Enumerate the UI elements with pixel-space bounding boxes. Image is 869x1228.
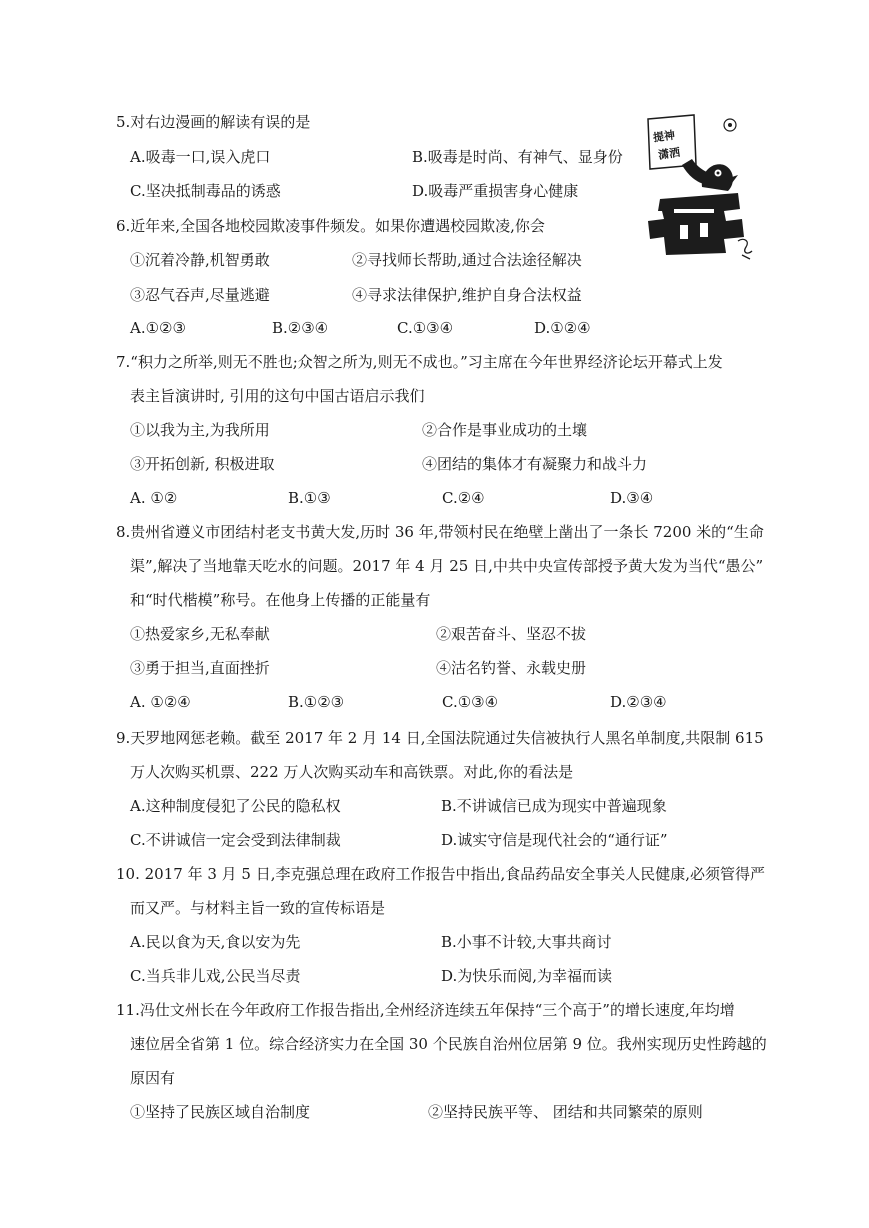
question-6-option-d: D.①②④ (534, 319, 591, 337)
question-8-stem-line-3: 和“时代楷模”称号。在他身上传播的正能量有 (130, 591, 431, 609)
question-9-option-a: A.这种制度侵犯了公民的隐私权 (130, 797, 341, 815)
question-8-statement-2: ②艰苦奋斗、坚忍不拔 (436, 625, 587, 643)
question-11-stem-line-1: 11.冯仕文州长在今年政府工作报告指出,全州经济连续五年保持“三个高于”的增长速度,年均增 (116, 1001, 735, 1019)
question-7-statement-2: ②合作是事业成功的土壤 (422, 421, 588, 439)
question-7-option-b: B.①③ (288, 489, 331, 507)
question-9-stem-line-2: 万人次购买机票、222 万人次购买动车和高铁票。对此,你的看法是 (130, 763, 574, 781)
question-6-option-b: B.②③④ (272, 319, 329, 337)
question-8-option-d: D.②③④ (610, 693, 667, 711)
question-10-stem-line-1: 10. 2017 年 3 月 5 日,李克强总理在政府工作报告中指出,食品药品安全事关人民健康,必须管得严 (116, 865, 766, 883)
question-7-stem-line-1: 7.“积力之所举,则无不胜也;众智之所为,则无不成也。”习主席在今年世界经济论坛开幕式上发 (116, 353, 723, 371)
question-6-statement-2: ②寻找师长帮助,通过合法途径解决 (352, 251, 582, 269)
question-8-statement-1: ①热爱家乡,无私奉献 (130, 625, 270, 643)
flower-icon (724, 119, 736, 131)
question-10-stem-line-2: 而又严。与材料主旨一致的宣传标语是 (130, 899, 386, 917)
question-8-option-c: C.①③④ (442, 693, 499, 711)
question-10-option-b: B.小事不计较,大事共商讨 (441, 933, 612, 951)
question-11-statement-1: ①坚持了民族区域自治制度 (130, 1103, 311, 1121)
question-9-stem-line-1: 9.天罗地网惩老赖。截至 2017 年 2 月 14 日,全国法院通过失信被执行人黑名单制度,共限制 615 (116, 729, 764, 747)
question-7-option-d: D.③④ (610, 489, 654, 507)
question-9-option-d: D.诚实守信是现代社会的“通行证” (441, 831, 668, 849)
question-11-stem-line-2: 速位居全省第 1 位。综合经济实力在全国 30 个民族自治州位居第 9 位。我州实现历史性跨越的 (130, 1035, 767, 1053)
question-8-option-a: A. ①②④ (130, 693, 191, 711)
question-11-statement-2: ②坚持民族平等、 团结和共同繁荣的原则 (428, 1103, 703, 1121)
question-8-stem-line-2: 渠”,解决了当地靠天吃水的问题。2017 年 4 月 25 日,中共中央宣传部授予黄大发为当代“愚公” (130, 557, 764, 575)
question-5-option-a: A.吸毒一口,误入虎口 (130, 148, 271, 166)
question-10-option-c: C.当兵非儿戏,公民当尽责 (130, 967, 301, 985)
question-5-stem: 5.对右边漫画的解读有误的是 (116, 113, 311, 131)
question-7-stem-line-2: 表主旨演讲时, 引用的这句中国古语启示我们 (130, 387, 425, 405)
sign-text: 提神 (652, 128, 676, 145)
anti-drug-cartoon (642, 113, 754, 261)
snake-head (702, 164, 733, 191)
question-7-option-a: A. ①② (130, 489, 178, 507)
question-5-option-b: B.吸毒是时尚、有神气、显身份 (412, 148, 623, 166)
question-11-stem-line-3: 原因有 (130, 1069, 176, 1087)
question-7-statement-1: ①以我为主,为我所用 (130, 421, 270, 439)
question-9-option-b: B.不讲诚信已成为现实中普遍现象 (441, 797, 667, 815)
drug-character-body (648, 193, 744, 255)
question-7-statement-3: ③开拓创新, 积极进取 (130, 455, 275, 473)
question-10-option-d: D.为快乐而阅,为幸福而读 (441, 967, 613, 985)
question-8-stem-line-1: 8.贵州省遵义市团结村老支书黄大发,历时 36 年,带领村民在绝壁上凿出了一条长 7200 米的“生命 (116, 523, 764, 541)
question-6-option-c: C.①③④ (397, 319, 454, 337)
question-5-option-c: C.坚决抵制毒品的诱惑 (130, 182, 281, 200)
question-6-statement-3: ③忍气吞声,尽量逃避 (130, 286, 270, 304)
question-9-option-c: C.不讲诚信一定会受到法律制裁 (130, 831, 341, 849)
question-7-option-c: C.②④ (442, 489, 485, 507)
question-6-option-a: A.①②③ (130, 319, 186, 337)
question-8-statement-3: ③勇于担当,直面挫折 (130, 659, 270, 677)
question-8-option-b: B.①②③ (288, 693, 345, 711)
question-8-statement-4: ④沽名钓誉、永载史册 (436, 659, 587, 677)
question-6-statement-1: ①沉着冷静,机智勇敢 (130, 251, 270, 269)
question-6-statement-4: ④寻求法律保护,维护自身合法权益 (352, 286, 582, 304)
svg-text:潇洒: 潇洒 (657, 145, 681, 162)
question-7-statement-4: ④团结的集体才有凝聚力和战斗力 (422, 455, 648, 473)
question-5-option-d: D.吸毒严重损害身心健康 (412, 182, 579, 200)
question-6-stem: 6.近年来,全国各地校园欺凌事件频发。如果你遭遇校园欺凌,你会 (116, 217, 545, 235)
question-10-option-a: A.民以食为天,食以安为先 (130, 933, 301, 951)
